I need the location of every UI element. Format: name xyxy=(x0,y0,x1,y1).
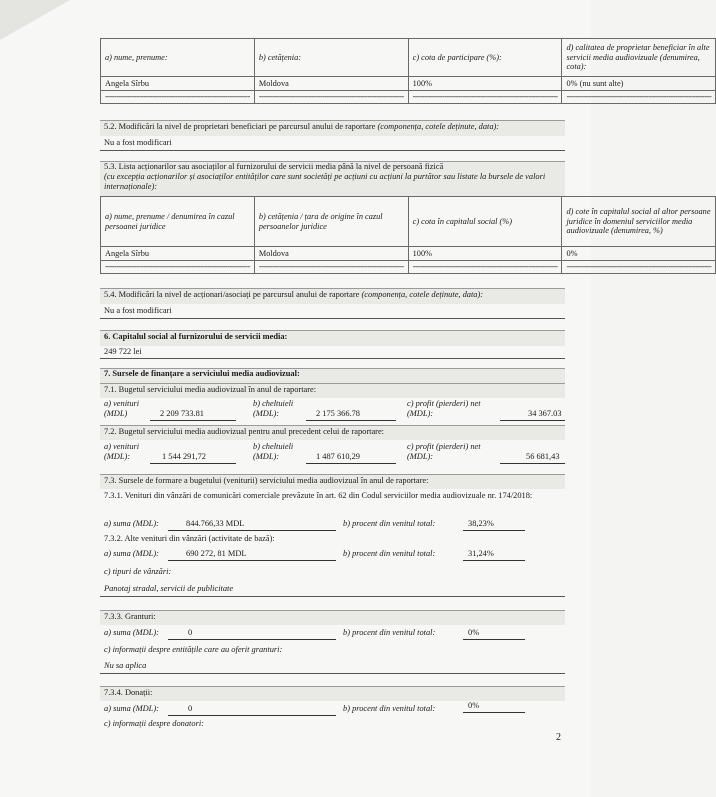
value-expenses-prev: 1 487 610,29 xyxy=(316,452,360,461)
section-5-2-title: 5.2. Modificări la nivel de proprietari beneficiari pe parcursul anului de raportare (componența, cotele deținute, data): xyxy=(104,122,500,131)
section-7-3-4-header xyxy=(100,686,565,701)
value-donations-percent: 0% xyxy=(468,701,480,710)
label-percent: b) procent din venitul total: xyxy=(343,519,436,528)
divider xyxy=(100,318,565,319)
cell-capital-share: 100% xyxy=(408,247,562,261)
underline xyxy=(463,639,525,640)
section-7-1-title: 7.1. Bugetul serviciului media audiovizual în anul de raportare: xyxy=(104,385,317,394)
section-5-2-value: Nu a fost modificari xyxy=(104,138,172,147)
section-6-value: 249 722 lei xyxy=(104,347,142,356)
value-amount-731: 844.766,33 MDL xyxy=(186,519,245,528)
col-header-share: c) cota de participare (%): xyxy=(408,39,562,77)
section-7-3-3-title: 7.3.3. Granturi: xyxy=(104,612,156,621)
label-revenue: a) venituri (MDL) xyxy=(104,399,140,419)
underline xyxy=(306,420,396,421)
underline xyxy=(150,463,236,464)
page-fold xyxy=(0,0,70,40)
value-percent-732: 31,24% xyxy=(468,549,494,558)
col-header-citizenship: b) cetățenia: xyxy=(254,39,408,77)
cell-dash: ---------------------------------------------------------------- xyxy=(101,261,255,274)
underline xyxy=(306,463,396,464)
beneficiary-owners-table xyxy=(100,38,716,104)
value-donations-amount: 0 xyxy=(188,704,193,713)
section-7-2-title: 7.2. Bugetul serviciului media audiovizual pentru anul precedent celui de raportare: xyxy=(104,427,384,436)
section-6-title: 6. Capitalul social al furnizorului de servicii media: xyxy=(104,332,288,341)
value-grants-amount: 0 xyxy=(188,628,193,637)
label-percent: b) procent din venitul total: xyxy=(343,549,436,558)
label-expenses: b) cheltuieli (MDL): xyxy=(253,442,294,462)
label-profit: c) profit (pierderi) net (MDL): xyxy=(407,442,481,462)
col-header-other-services: d) calitatea de proprietar beneficiar în alte servicii media audiovizuale (denumirea, cota): xyxy=(562,39,716,77)
underline xyxy=(150,420,236,421)
label-profit: c) profit (pierderi) net (MDL): xyxy=(407,399,481,419)
section-5-3-subtitle: (cu excepția acționarilor și asociaților entităților care sunt societăți pe acțiuni cu acțiuni la purtător sau listate la bursele de valori internaționale): xyxy=(104,172,546,192)
underline xyxy=(500,420,565,421)
value-revenue: 2 209 733.81 xyxy=(160,409,204,418)
underline xyxy=(168,639,336,640)
section-7-3-3-header xyxy=(100,610,565,625)
cell-country: Moldova xyxy=(254,247,408,261)
section-7-title: 7. Sursele de finanțare a serviciului media audiovizual: xyxy=(104,369,300,378)
value-revenue-prev: 1 544 291,72 xyxy=(162,452,206,461)
col-header-name: a) nume, prenume / denumirea în cazul persoanei juridice xyxy=(101,197,255,247)
cell-dash: ---------------------------------------------------------------- xyxy=(408,261,562,274)
divider xyxy=(100,358,565,359)
cell-name: Angela Sîrbu xyxy=(101,247,255,261)
value-grants-info: Nu sa aplica xyxy=(104,661,147,670)
cell-other-capital: 0% xyxy=(562,247,716,261)
cell-dash: ---------------------------------------------------------------- xyxy=(408,91,562,104)
cell-name: Angela Sîrbu xyxy=(101,77,255,91)
col-header-capital-share: c) cota în capitalul social (%) xyxy=(408,197,562,247)
underline xyxy=(463,560,525,561)
section-7-3-4-title: 7.3.4. Donații: xyxy=(104,688,153,697)
underline xyxy=(463,712,525,713)
cell-dash: ---------------------------------------------------------------- xyxy=(101,91,255,104)
col-header-other-capital: d) cote în capitalul social al altor persoane juridice în domeniul serviciilor media audiovizuale (denumirea, %) xyxy=(562,197,716,247)
underline xyxy=(500,463,565,464)
label-amount: a) suma (MDL): xyxy=(104,704,159,713)
label-sales-types: c) tipuri de vânzări: xyxy=(104,567,172,576)
cell-dash: ---------------------------------------------------------------- xyxy=(562,261,716,274)
cell-share: 100% xyxy=(408,77,562,91)
value-percent-731: 38,23% xyxy=(468,519,494,528)
cell-other: 0% (nu sunt alte) xyxy=(562,77,716,91)
divider xyxy=(100,596,565,597)
underline xyxy=(168,715,336,716)
cell-dash: ---------------------------------------------------------------- xyxy=(254,261,408,274)
value-grants-percent: 0% xyxy=(468,628,480,637)
underline xyxy=(463,530,525,531)
section-5-3-title: 5.3. Lista acționarilor sau asociaților al furnizorului de servicii media până la nivel de persoană fizică xyxy=(104,162,444,171)
value-amount-732: 690 272, 81 MDL xyxy=(186,549,247,558)
divider xyxy=(100,673,565,674)
label-percent: b) procent din venitul total: xyxy=(343,628,436,637)
value-profit-prev: 56 681,43 xyxy=(526,452,560,461)
cell-citizenship: Moldova xyxy=(254,77,408,91)
col-header-country: b) cetățenia / țara de origine în cazul persoanelor juridice xyxy=(254,197,408,247)
section-5-4-value: Nu a fost modificari xyxy=(104,306,172,315)
label-amount: a) suma (MDL): xyxy=(104,549,159,558)
cell-dash: ---------------------------------------------------------------- xyxy=(254,91,408,104)
section-7-3-1-title: 7.3.1. Venituri din vânzări de comunicări comerciale prevăzute în art. 62 din Codul serviciilor media audiovizuale nr. 174/2018: xyxy=(104,491,533,500)
cell-dash: ---------------------------------------------------------------- xyxy=(562,91,716,104)
label-amount: a) suma (MDL): xyxy=(104,628,159,637)
value-profit: 34 367.03 xyxy=(528,409,562,418)
label-expenses: b) cheltuieli (MDL): xyxy=(253,399,294,419)
label-percent: b) procent din venitul total: xyxy=(343,704,436,713)
label-amount: a) suma (MDL): xyxy=(104,519,159,528)
col-header-name: a) nume, prenume: xyxy=(101,39,255,77)
underline xyxy=(168,560,336,561)
section-5-4-title: 5.4. Modificări la nivel de acționari/asociați pe parcursul anului de raportare (componența, cotele deținute, data): xyxy=(104,290,484,299)
underline xyxy=(168,530,336,531)
label-donors-info: c) informații despre donatori: xyxy=(104,719,204,728)
shareholders-table xyxy=(100,196,716,274)
divider xyxy=(100,150,565,151)
label-grants-info: c) informații despre entitățile care au oferit granturi: xyxy=(104,645,283,654)
section-7-3-2-title: 7.3.2. Alte venituri din vânzări (activitate de bază): xyxy=(104,534,275,543)
section-7-3-title: 7.3. Sursele de formare a bugetului (veniturii) serviciului media audiovizual în anul de raportare: xyxy=(104,476,429,485)
label-revenue: a) venituri (MDL): xyxy=(104,442,140,462)
value-expenses: 2 175 366.78 xyxy=(316,409,360,418)
value-sales-types: Panotaj stradal, servicii de publicitate xyxy=(104,584,234,593)
page-number: 2 xyxy=(556,732,561,743)
